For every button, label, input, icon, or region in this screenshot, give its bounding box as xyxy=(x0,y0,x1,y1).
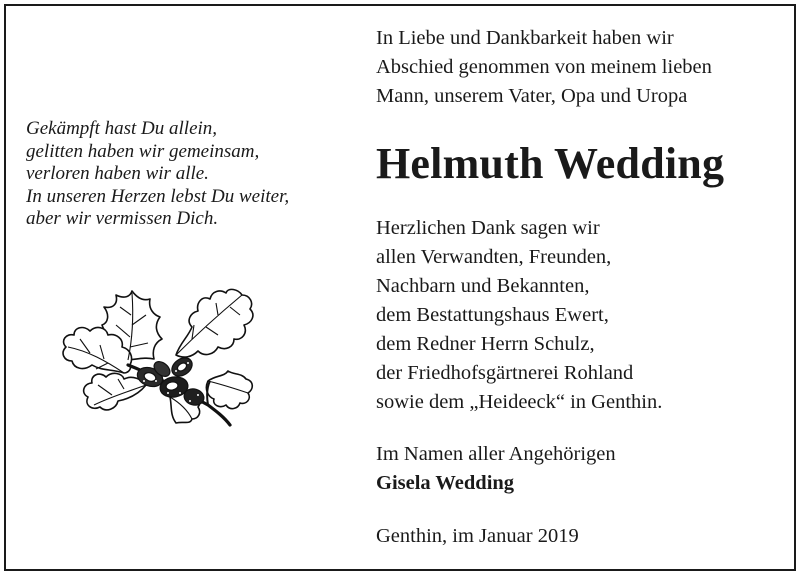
thanks-line: allen Verwandten, Freunden, xyxy=(376,246,612,268)
thanks-line: sowie dem „Heideeck“ in Genthin. xyxy=(376,391,663,413)
deceased-name: Helmuth Wedding xyxy=(376,139,725,188)
thanks-line: dem Redner Herrn Schulz, xyxy=(376,333,595,355)
poem xyxy=(26,118,356,231)
poem-line: Gekämpft hast Du allein, xyxy=(26,118,218,139)
signoff-on-behalf: Im Namen aller Angehörigen xyxy=(376,443,616,465)
poem-line: gelitten haben wir gemeinsam, xyxy=(26,140,260,162)
intro-text xyxy=(376,24,712,111)
signoff xyxy=(376,440,616,498)
poem-line: verloren haben wir alle. xyxy=(26,163,209,184)
place-date-text: Genthin, im Januar 2019 xyxy=(376,525,579,547)
intro-line: Abschied genommen von meinem lieben xyxy=(376,56,712,78)
thanks-text xyxy=(376,214,662,417)
thanks-line: der Friedhofsgärtnerei Rohland xyxy=(376,362,634,384)
poem-line: aber wir vermissen Dich. xyxy=(26,208,219,229)
intro-line: Mann, unserem Vater, Opa und Uropa xyxy=(376,85,688,107)
oak-branch-with-acorns-icon xyxy=(58,285,263,430)
poem-line: In unseren Herzen lebst Du weiter, xyxy=(26,185,290,207)
thanks-line: Herzlichen Dank sagen wir xyxy=(376,217,600,239)
thanks-line: Nachbarn und Bekannten, xyxy=(376,275,590,297)
intro-line: In Liebe und Dankbarkeit haben wir xyxy=(376,27,674,49)
place-date xyxy=(376,522,579,551)
thanks-line: dem Bestattungshaus Ewert, xyxy=(376,304,609,326)
signer-name: Gisela Wedding xyxy=(376,472,515,494)
